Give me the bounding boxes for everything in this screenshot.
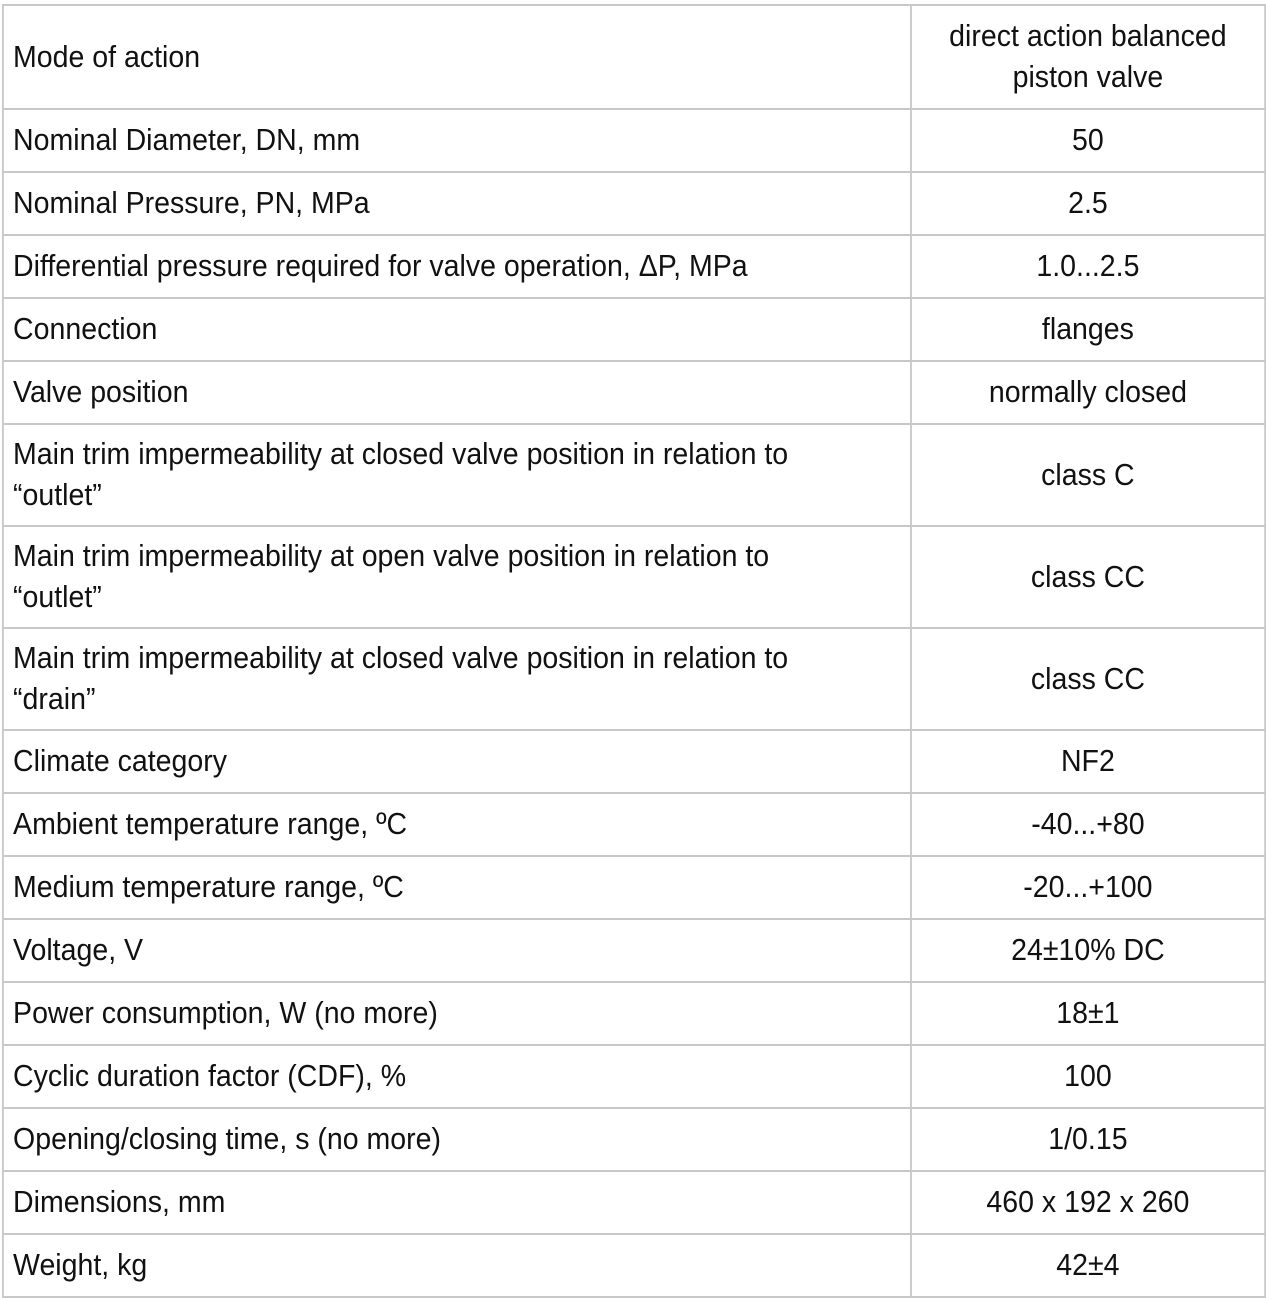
parameter-cell: Connection <box>3 298 911 361</box>
table-row <box>3 793 1265 856</box>
value-cell: 2.5 <box>911 172 1265 235</box>
table-row <box>3 1234 1265 1297</box>
parameter-cell: Main trim impermeability at closed valve position in relation to “drain” <box>3 628 911 730</box>
parameter-cell: Climate category <box>3 730 911 793</box>
table-row <box>3 361 1265 424</box>
parameter-cell: Nominal Diameter, DN, mm <box>3 109 911 172</box>
value-cell: 24±10% DC <box>911 919 1265 982</box>
value-cell: 42±4 <box>911 1234 1265 1297</box>
value-cell: normally closed <box>911 361 1265 424</box>
table-row <box>3 628 1265 730</box>
value-cell: class CC <box>911 526 1265 628</box>
parameter-cell: Medium temperature range, ºC <box>3 856 911 919</box>
table-row <box>3 424 1265 526</box>
parameter-cell: Main trim impermeability at open valve position in relation to “outlet” <box>3 526 911 628</box>
value-cell: class CC <box>911 628 1265 730</box>
value-cell: flanges <box>911 298 1265 361</box>
table-row <box>3 1171 1265 1234</box>
parameter-cell: Cyclic duration factor (CDF), % <box>3 1045 911 1108</box>
table-row <box>3 730 1265 793</box>
parameter-cell: Dimensions, mm <box>3 1171 911 1234</box>
parameter-cell: Valve position <box>3 361 911 424</box>
value-cell: 1/0.15 <box>911 1108 1265 1171</box>
table-row <box>3 982 1265 1045</box>
parameter-cell: Nominal Pressure, PN, MPa <box>3 172 911 235</box>
value-cell: direct action balanced piston valve <box>911 5 1265 109</box>
parameter-cell: Main trim impermeability at closed valve position in relation to “outlet” <box>3 424 911 526</box>
value-cell: NF2 <box>911 730 1265 793</box>
table-row <box>3 109 1265 172</box>
table-row <box>3 919 1265 982</box>
table-row <box>3 526 1265 628</box>
parameter-cell: Power consumption, W (no more) <box>3 982 911 1045</box>
table-row <box>3 172 1265 235</box>
parameter-cell: Weight, kg <box>3 1234 911 1297</box>
parameter-cell: Mode of action <box>3 5 911 109</box>
parameter-cell: Differential pressure required for valve operation, ΔP, MPa <box>3 235 911 298</box>
value-cell: 50 <box>911 109 1265 172</box>
value-cell: class C <box>911 424 1265 526</box>
parameter-cell: Ambient temperature range, ºC <box>3 793 911 856</box>
table-row <box>3 298 1265 361</box>
table-row <box>3 235 1265 298</box>
value-cell: 100 <box>911 1045 1265 1108</box>
parameter-cell: Voltage, V <box>3 919 911 982</box>
specifications-table <box>2 4 1266 1298</box>
table-row <box>3 856 1265 919</box>
value-cell: -20...+100 <box>911 856 1265 919</box>
table-row <box>3 1045 1265 1108</box>
value-cell: -40...+80 <box>911 793 1265 856</box>
value-cell: 1.0...2.5 <box>911 235 1265 298</box>
value-cell: 460 x 192 x 260 <box>911 1171 1265 1234</box>
table-row <box>3 1108 1265 1171</box>
value-cell: 18±1 <box>911 982 1265 1045</box>
parameter-cell: Opening/closing time, s (no more) <box>3 1108 911 1171</box>
table-row <box>3 5 1265 109</box>
